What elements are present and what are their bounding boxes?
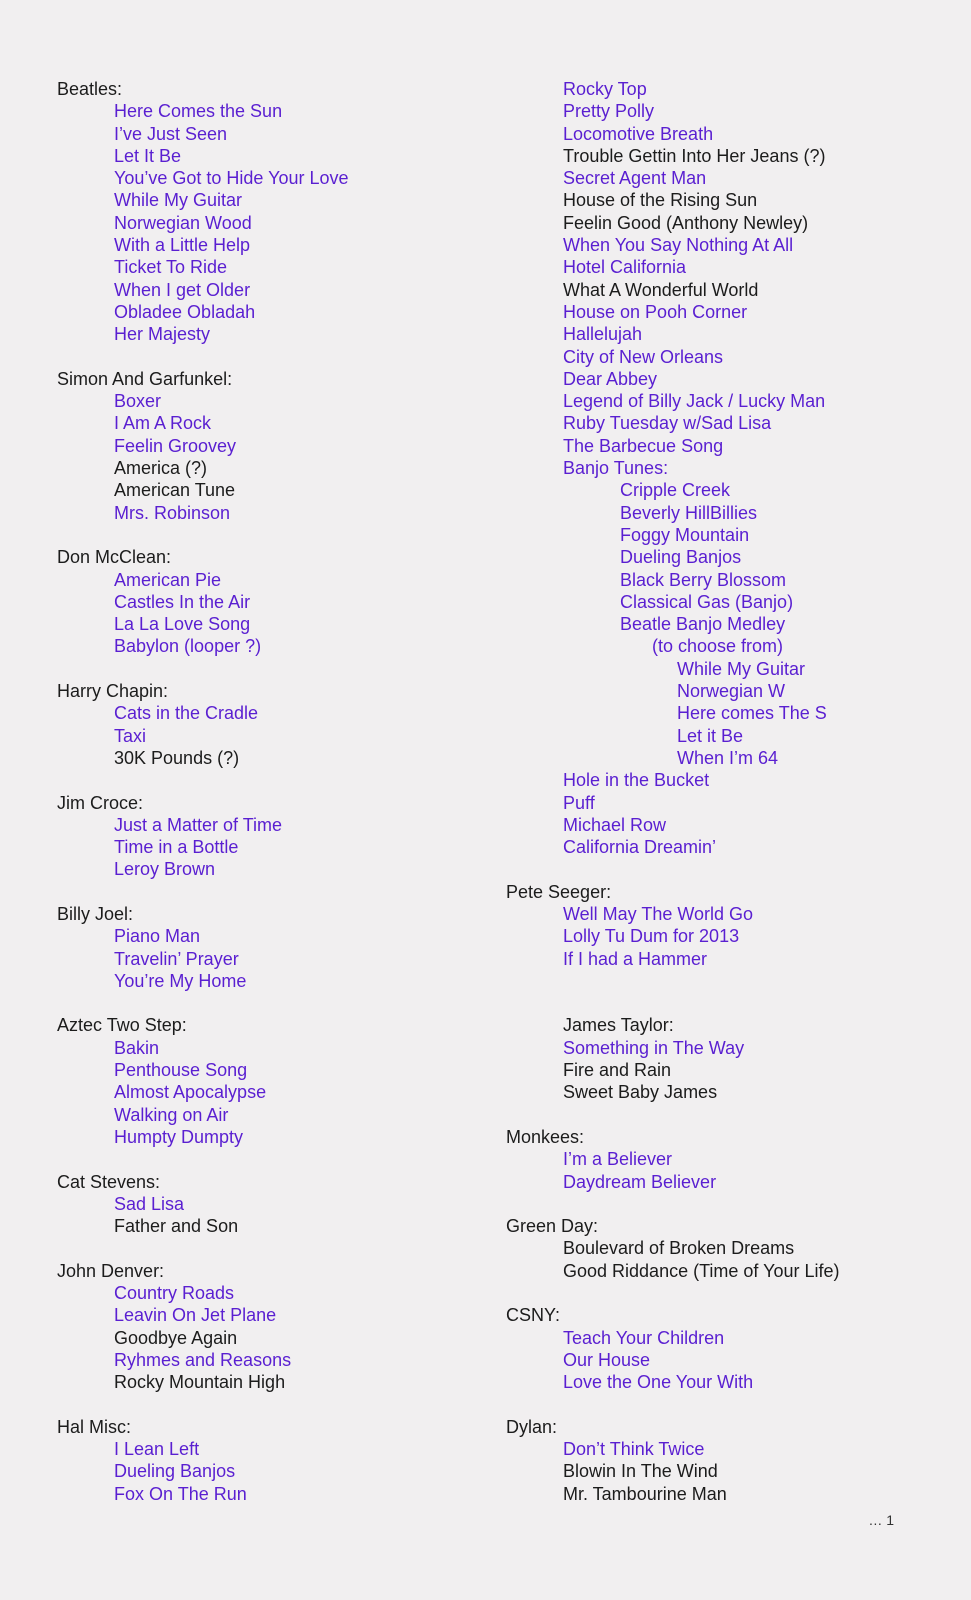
song-title: Dueling Banjos <box>114 1461 236 1482</box>
song-title: Sad Lisa <box>114 1193 185 1214</box>
song-title: When I’m 64 <box>677 747 779 768</box>
song-title: Michael Row <box>563 814 667 835</box>
song-title: You’ve Got to Hide Your Love <box>114 168 349 189</box>
section-spacer <box>57 658 349 680</box>
artist-heading: Hal Misc: <box>57 1416 132 1437</box>
song-title: Piano Man <box>114 926 201 947</box>
song-title: Norwegian Wood <box>114 212 252 233</box>
song-title: Feelin Groovey <box>114 435 237 456</box>
song-title: The Barbecue Song <box>563 435 724 456</box>
song-title: Leavin On Jet Plane <box>114 1305 277 1326</box>
song-title: Lolly Tu Dum for 2013 <box>563 926 740 947</box>
song-title: Daydream Believer <box>563 1171 717 1192</box>
artist-heading: CSNY: <box>506 1305 561 1326</box>
artist-heading: John Denver: <box>57 1260 165 1281</box>
artist-heading: Dylan: <box>506 1416 558 1437</box>
song-title: When You Say Nothing At All <box>563 235 794 256</box>
song-title: While My Guitar <box>114 190 243 211</box>
artist-heading: Don McClean: <box>57 547 172 568</box>
song-title: Just a Matter of Time <box>114 814 283 835</box>
section-spacer <box>57 1394 349 1416</box>
section-spacer <box>506 992 840 1014</box>
song-title: I’ve Just Seen <box>114 123 228 144</box>
song-title: Fox On The Run <box>114 1483 247 1504</box>
song-title: 30K Pounds (?) <box>114 747 240 768</box>
song-title: Beatle Banjo Medley <box>620 614 786 635</box>
section-spacer <box>57 992 349 1014</box>
artist-heading: Pete Seeger: <box>506 881 612 902</box>
song-title: Our House <box>563 1349 651 1370</box>
section-spacer <box>506 1394 840 1416</box>
song-title: Rocky Top <box>563 79 647 99</box>
song-title: (to choose from) <box>652 636 784 657</box>
song-title: Almost Apocalypse <box>114 1082 267 1103</box>
song-title: Good Riddance (Time of Your Life) <box>563 1260 840 1281</box>
song-title: Taxi <box>114 725 147 746</box>
song-title: Country Roads <box>114 1283 235 1304</box>
song-list-right-column <box>506 78 840 1505</box>
song-title: Boxer <box>114 391 162 412</box>
song-title: Mr. Tambourine Man <box>563 1483 727 1504</box>
song-title: Locomotive Breath <box>563 123 714 144</box>
song-title: Goodbye Again <box>114 1327 238 1348</box>
song-title: Walking on Air <box>114 1104 229 1125</box>
section-spacer <box>506 970 840 992</box>
song-title: American Tune <box>114 480 236 501</box>
song-title: Well May The World Go <box>563 903 754 924</box>
song-title: Cripple Creek <box>620 480 731 501</box>
song-title: Time in a Bottle <box>114 837 239 858</box>
artist-heading: James Taylor: <box>563 1015 674 1036</box>
song-list-left-column <box>57 78 349 1505</box>
song-title: Mrs. Robinson <box>114 502 231 523</box>
song-title: Legend of Billy Jack / Lucky Man <box>563 391 826 412</box>
song-title: Rocky Mountain High <box>114 1372 286 1393</box>
song-title: Blowin In The Wind <box>563 1461 718 1482</box>
song-title: Black Berry Blossom <box>620 569 787 590</box>
artist-heading: Jim Croce: <box>57 792 144 813</box>
artist-heading: Harry Chapin: <box>57 681 169 702</box>
artist-heading: Billy Joel: <box>57 903 134 924</box>
song-title: Here Comes the Sun <box>114 101 283 122</box>
song-title: American Pie <box>114 569 222 590</box>
section-spacer <box>57 1237 349 1259</box>
song-title: Let It Be <box>114 145 182 166</box>
artist-heading: Aztec Two Step: <box>57 1015 187 1036</box>
song-title: Humpty Dumpty <box>114 1126 244 1147</box>
song-title: Leroy Brown <box>114 859 216 880</box>
song-title: Dueling Banjos <box>620 547 742 568</box>
song-title: House on Pooh Corner <box>563 301 748 322</box>
song-title: California Dreamin’ <box>563 837 717 858</box>
page-number: … 1 <box>868 1512 894 1528</box>
song-title: Ryhmes and Reasons <box>114 1349 292 1370</box>
song-title: City of New Orleans <box>563 346 724 367</box>
song-title: Something in The Way <box>563 1037 745 1058</box>
song-title: Hole in the Bucket <box>563 770 710 791</box>
section-spacer <box>57 881 349 903</box>
song-title: Penthouse Song <box>114 1060 248 1081</box>
song-title: Boulevard of Broken Dreams <box>563 1238 795 1259</box>
song-title: Ruby Tuesday w/Sad Lisa <box>563 413 772 434</box>
song-title: Beverly HillBillies <box>620 502 758 523</box>
song-title: Father and Son <box>114 1216 239 1237</box>
song-title: Foggy Mountain <box>620 524 750 545</box>
song-title: La La Love Song <box>114 614 251 635</box>
song-title: Hallelujah <box>563 324 643 345</box>
song-title: Norwegian W <box>677 681 786 702</box>
song-title: Castles In the Air <box>114 591 251 612</box>
song-title: House of the Rising Sun <box>563 190 758 211</box>
section-spacer <box>506 1104 840 1126</box>
song-title: Her Majesty <box>114 324 211 345</box>
song-title: Hotel California <box>563 257 687 278</box>
song-title: Pretty Polly <box>563 101 655 122</box>
artist-heading: Beatles: <box>57 79 123 99</box>
artist-heading: Simon And Garfunkel: <box>57 368 233 389</box>
song-title: Secret Agent Man <box>563 168 707 189</box>
song-title: Let it Be <box>677 725 744 746</box>
song-title: America (?) <box>114 458 208 479</box>
artist-heading: Cat Stevens: <box>57 1171 161 1192</box>
song-title: Feelin Good (Anthony Newley) <box>563 212 809 233</box>
song-title: Love the One Your With <box>563 1372 754 1393</box>
song-title: Don’t Think Twice <box>563 1439 705 1460</box>
artist-heading: Green Day: <box>506 1216 599 1237</box>
section-spacer <box>506 1282 840 1304</box>
song-title: While My Guitar <box>677 658 806 679</box>
song-title: Teach Your Children <box>563 1327 725 1348</box>
song-title: Cats in the Cradle <box>114 703 259 724</box>
song-title: You’re My Home <box>114 970 247 991</box>
song-title: Dear Abbey <box>563 368 658 389</box>
song-title: I’m a Believer <box>563 1149 673 1170</box>
song-title: Banjo Tunes: <box>563 458 669 479</box>
song-title: If I had a Hammer <box>563 948 708 969</box>
song-title: With a Little Help <box>114 235 251 256</box>
section-spacer <box>506 858 840 880</box>
section-spacer <box>57 346 349 368</box>
section-spacer <box>57 524 349 546</box>
section-spacer <box>506 1193 840 1215</box>
song-title: Bakin <box>114 1037 160 1058</box>
song-title: Here comes The S <box>677 703 827 724</box>
song-title: What A Wonderful World <box>563 279 759 300</box>
song-title: I Lean Left <box>114 1439 200 1460</box>
song-title: When I get Older <box>114 279 251 300</box>
song-title: Travelin’ Prayer <box>114 948 239 969</box>
song-title: Sweet Baby James <box>563 1082 718 1103</box>
song-title: Fire and Rain <box>563 1060 672 1081</box>
song-title: Babylon (looper ?) <box>114 636 262 657</box>
song-title: I Am A Rock <box>114 413 212 434</box>
song-title: Ticket To Ride <box>114 257 228 278</box>
song-title: Puff <box>563 792 595 813</box>
section-spacer <box>57 1148 349 1170</box>
artist-heading: Monkees: <box>506 1126 585 1147</box>
song-title: Classical Gas (Banjo) <box>620 591 794 612</box>
song-title: Obladee Obladah <box>114 301 256 322</box>
section-spacer <box>57 769 349 791</box>
song-title: Trouble Gettin Into Her Jeans (?) <box>563 145 826 166</box>
